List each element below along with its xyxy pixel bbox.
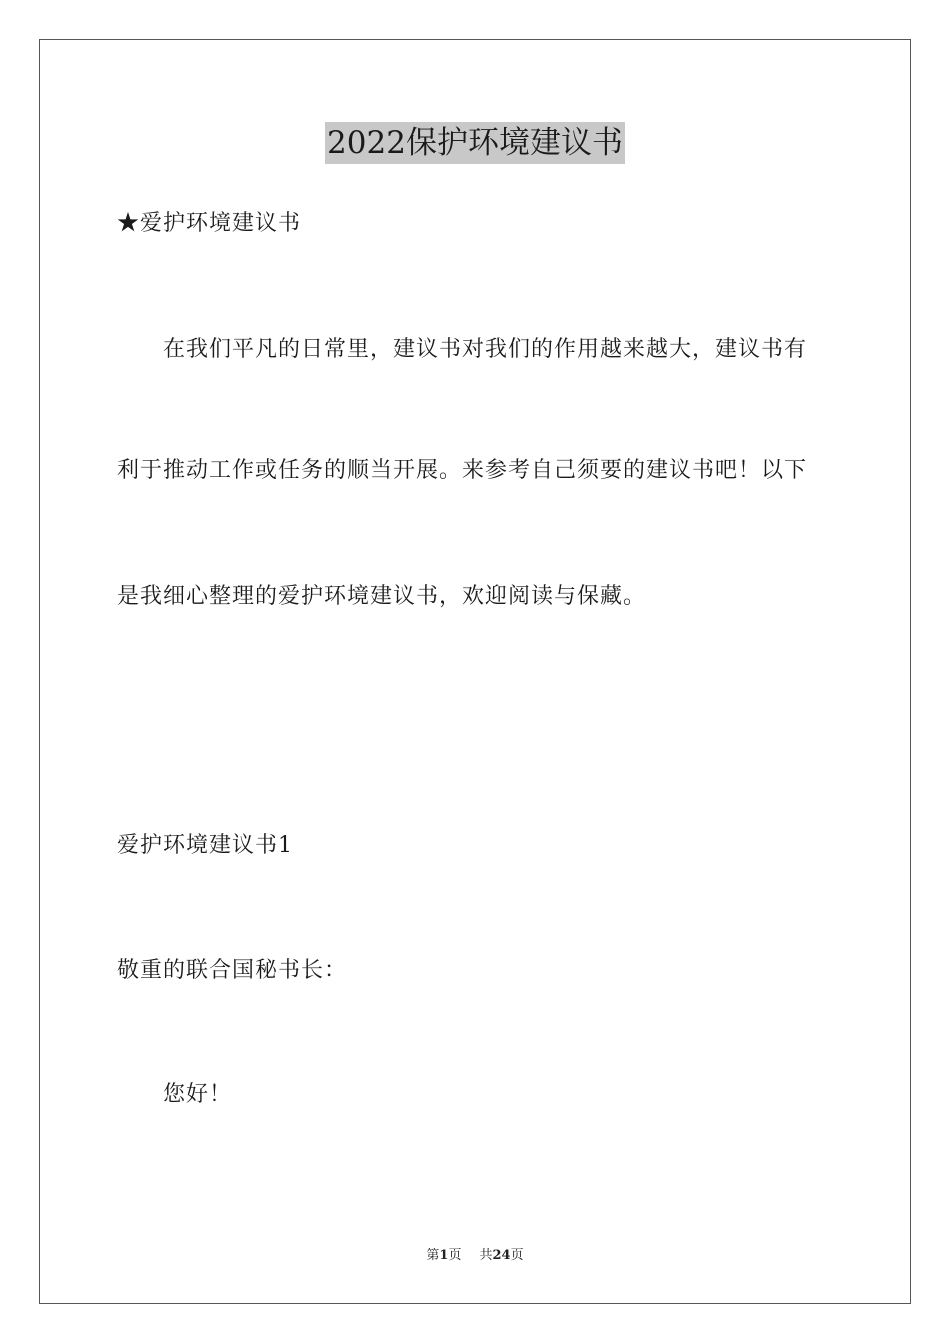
intro-line-1: 在我们平凡的日常里，建议书对我们的作用越来越大，建议书有 [163, 337, 808, 362]
page-number: 1 [439, 1248, 449, 1263]
intro-line-2: 利于推动工作或任务的顺当开展。来参考自己须要的建议书吧！以下 [117, 458, 808, 483]
greeting: 您好！ [163, 1082, 233, 1107]
page-unit: 页 [448, 1248, 462, 1263]
title-container [0, 122, 950, 164]
total-pages: 24 [492, 1248, 511, 1263]
page-prefix: 第 [426, 1248, 440, 1263]
total-unit: 页 [510, 1248, 524, 1263]
document-subtitle: ★爱护环境建议书 [117, 211, 302, 236]
section-heading: 爱护环境建议书1 [117, 833, 293, 858]
salutation: 敬重的联合国秘书长： [117, 958, 348, 983]
page-footer [0, 1247, 950, 1265]
total-prefix: 共 [479, 1248, 493, 1263]
document-title: 2022保护环境建议书 [325, 122, 625, 164]
intro-line-3: 是我细心整理的爱护环境建议书，欢迎阅读与保藏。 [117, 584, 647, 609]
